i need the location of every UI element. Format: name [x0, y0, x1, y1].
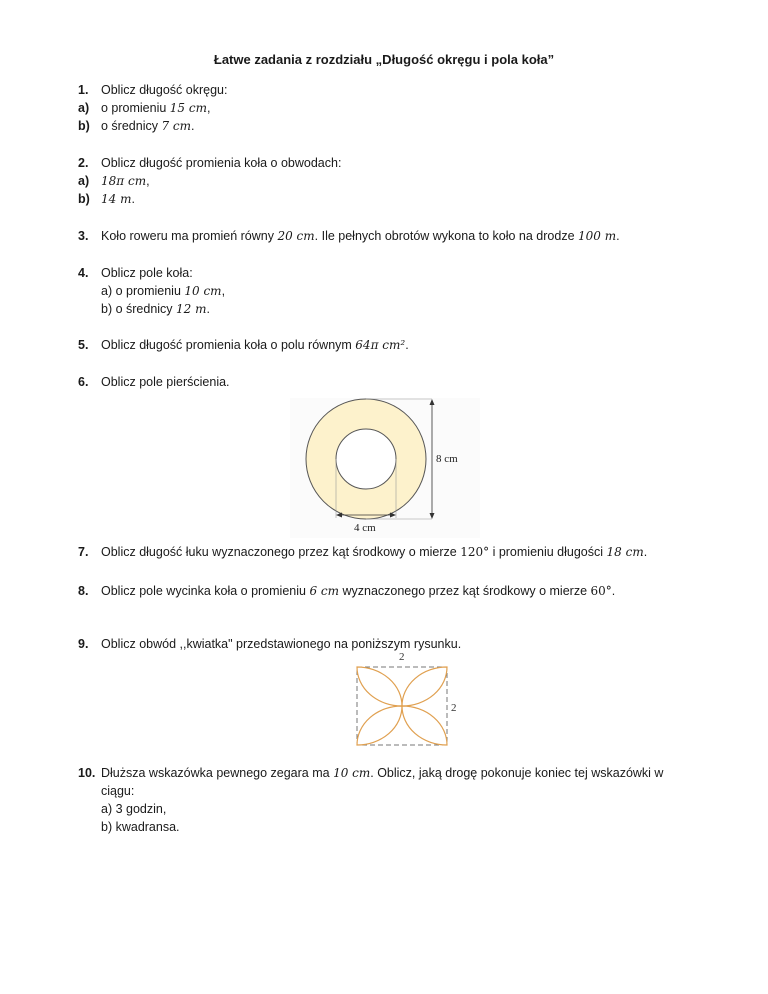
inner-circle	[336, 429, 396, 489]
task-1-text: Oblicz długość okręgu:	[101, 83, 228, 97]
task-2b-math: 14 m	[101, 192, 132, 206]
petal-bottom-right	[402, 706, 447, 745]
task-2-number: 2.	[78, 156, 89, 170]
task-2a-label: a)	[78, 174, 90, 188]
flower-right-label: 2	[451, 702, 457, 714]
task-10-number: 10.	[78, 766, 96, 780]
task-6-text: Oblicz pole pierścienia.	[101, 375, 230, 389]
task-4b-text: b) o średnicy 12 m.	[101, 302, 210, 316]
petal-bottom-left	[357, 706, 402, 745]
flower-top-label: 2	[399, 651, 405, 663]
task-9-number: 9.	[78, 637, 89, 651]
petal-top-right	[402, 667, 447, 706]
task-8-text: Oblicz pole wycinka koła o promieniu 6 cm wyznaczonego przez kąt środkowy o mierze 60°.	[101, 584, 616, 598]
task-3-text: Koło roweru ma promień równy 20 cm. Ile pełnych obrotów wykona to koło na drodze 100 m.	[101, 229, 620, 243]
flower-figure	[345, 650, 470, 750]
task-1-number: 1.	[78, 83, 89, 97]
task-1b-math: 7 cm	[161, 119, 192, 133]
task-6-number: 6.	[78, 375, 89, 389]
task-2a-text: 18π cm,	[101, 174, 150, 188]
task-1a-label: a)	[78, 101, 90, 115]
task-7-number: 7.	[78, 545, 89, 559]
task-5-text: Oblicz długość promienia koła o polu równym 64π cm².	[101, 338, 409, 352]
task-4-number: 4.	[78, 266, 89, 280]
ring-figure	[290, 398, 480, 538]
task-1b-text: o średnicy 7 cm.	[101, 119, 195, 133]
task-10a-text: a) 3 godzin,	[101, 802, 167, 816]
task-9-text: Oblicz obwód ,,kwiatka" przedstawionego na poniższym rysunku.	[101, 637, 462, 651]
task-1a-math: 15 cm	[169, 101, 207, 115]
task-7-text: Oblicz długość łuku wyznaczonego przez kąt środkowy o mierze 120° i promieniu długości 18 cm.	[101, 545, 648, 559]
flower-petals	[357, 667, 447, 745]
task-8-number: 8.	[78, 584, 89, 598]
task-2a-math: 18π cm	[101, 174, 147, 188]
task-10-text: Dłuższa wskazówka pewnego zegara ma 10 cm. Oblicz, jaką drogę pokonuje koniec tej wskazówki w	[101, 766, 664, 780]
task-2b-label: b)	[78, 192, 90, 206]
task-2-text: Oblicz długość promienia koła o obwodach:	[101, 156, 342, 170]
document-title: Łatwe zadania z rozdziału „Długość okręgu i pola koła”	[213, 52, 555, 67]
task-4-text: Oblicz pole koła:	[101, 266, 193, 280]
task-1b-label: b)	[78, 119, 90, 133]
task-3-number: 3.	[78, 229, 89, 243]
outer-diameter-label: 8 cm	[436, 453, 458, 465]
task-5-math: 64π cm²	[355, 338, 406, 352]
petal-top-left	[357, 667, 402, 706]
task-2b-text: 14 m.	[101, 192, 135, 206]
task-4a-text: a) o promieniu 10 cm,	[101, 284, 226, 298]
task-10-line2: ciągu:	[101, 784, 135, 798]
task-1a-text: o promieniu 15 cm,	[101, 101, 211, 115]
task-10b-text: b) kwadransa.	[101, 820, 180, 834]
inner-diameter-label: 4 cm	[354, 522, 376, 534]
task-5-number: 5.	[78, 338, 89, 352]
